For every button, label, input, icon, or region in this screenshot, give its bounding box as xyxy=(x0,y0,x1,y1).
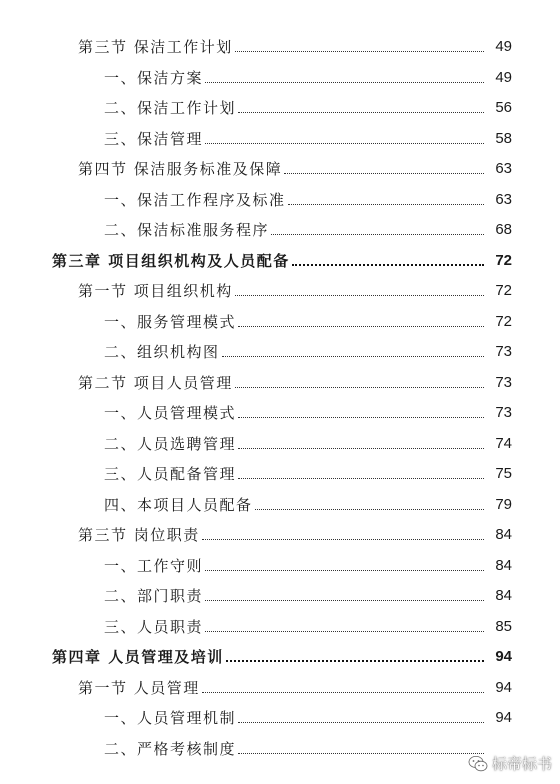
toc-entry-item[interactable] xyxy=(0,185,560,209)
toc-entry-item[interactable] xyxy=(0,459,560,483)
toc-entry-page-number: 68 xyxy=(495,221,512,238)
dot-leader xyxy=(205,82,484,83)
toc-entry-label: 第三节 保洁工作计划 xyxy=(78,38,233,56)
toc-entry-section[interactable] xyxy=(0,154,560,178)
toc-entry-section[interactable] xyxy=(0,673,560,697)
toc-entry-page-number: 58 xyxy=(495,129,512,147)
dot-leader xyxy=(238,417,484,418)
toc-entry-label: 二、保洁工作计划 xyxy=(104,99,237,117)
dot-leader xyxy=(205,600,484,601)
toc-entry-item[interactable] xyxy=(0,429,560,453)
watermark xyxy=(468,753,552,774)
toc-entry-label: 一、工作守则 xyxy=(104,556,204,575)
toc-entry-label: 一、保洁方案 xyxy=(104,68,204,87)
toc-entry-page-number: 72 xyxy=(495,251,512,269)
toc-entry-label: 一、人员管理机制 xyxy=(104,709,237,727)
toc-entry-item[interactable] xyxy=(0,63,560,87)
dot-leader xyxy=(238,326,484,327)
toc-entry-label: 第一节 项目组织机构 xyxy=(78,282,233,300)
toc-entry-item[interactable] xyxy=(0,307,560,331)
dot-leader xyxy=(255,509,484,510)
toc-entry-label: 一、人员管理模式 xyxy=(104,404,237,422)
toc-entry-page-number: 84 xyxy=(495,587,512,604)
toc-entry-item[interactable] xyxy=(0,398,560,422)
toc-entry-section[interactable] xyxy=(0,520,560,544)
toc-entry-page-number: 75 xyxy=(495,465,512,482)
toc-entry-item[interactable] xyxy=(0,337,560,361)
toc-entry-page-number: 63 xyxy=(495,190,512,208)
toc-entry-page-number: 49 xyxy=(495,38,512,55)
toc-entry-item[interactable] xyxy=(0,703,560,727)
dot-leader xyxy=(292,264,484,266)
toc-entry-label: 二、人员选聘管理 xyxy=(104,434,237,453)
toc-entry-chapter[interactable] xyxy=(0,642,560,666)
toc-entry-page-number: 63 xyxy=(495,160,512,177)
toc-entry-label: 第三章 项目组织机构及人员配备 xyxy=(52,251,290,270)
dot-leader xyxy=(235,387,484,388)
dot-leader xyxy=(202,539,484,540)
toc-entry-label: 第三节 岗位职责 xyxy=(78,526,200,544)
dot-leader xyxy=(205,570,484,571)
dot-leader xyxy=(235,295,484,296)
toc-entry-item[interactable] xyxy=(0,124,560,148)
toc-entry-label: 二、保洁标准服务程序 xyxy=(104,221,270,239)
toc-entry-page-number: 73 xyxy=(495,373,512,391)
dot-leader xyxy=(238,722,484,723)
toc-entry-page-number: 94 xyxy=(495,709,512,726)
toc-entry-page-number: 85 xyxy=(495,617,512,635)
toc-entry-label: 第四节 保洁服务标准及保障 xyxy=(78,160,283,178)
toc-entry-item[interactable] xyxy=(0,490,560,514)
toc-entry-page-number: 73 xyxy=(495,404,512,421)
dot-leader xyxy=(238,478,484,479)
dot-leader xyxy=(238,112,484,113)
toc-entry-item[interactable] xyxy=(0,551,560,575)
dot-leader xyxy=(222,356,484,357)
toc-entry-label: 三、人员配备管理 xyxy=(104,465,237,483)
toc-entry-section[interactable] xyxy=(0,276,560,300)
dot-leader xyxy=(271,234,484,235)
dot-leader xyxy=(284,173,484,174)
toc-entry-label: 四、本项目人员配备 xyxy=(104,495,253,514)
toc-entry-page-number: 94 xyxy=(495,648,512,665)
toc-entry-page-number: 79 xyxy=(495,495,512,513)
toc-entry-label: 第四章 人员管理及培训 xyxy=(52,648,224,666)
dot-leader xyxy=(205,631,484,632)
toc-entry-page-number: 84 xyxy=(495,556,512,574)
toc-entry-page-number: 73 xyxy=(495,343,512,360)
toc-entry-label: 一、服务管理模式 xyxy=(104,312,237,331)
toc-entry-label: 第二节 项目人员管理 xyxy=(78,373,233,392)
dot-leader xyxy=(235,51,484,52)
toc-entry-label: 一、保洁工作程序及标准 xyxy=(104,190,286,209)
dot-leader xyxy=(238,753,484,754)
toc-entry-label: 三、人员职责 xyxy=(104,617,204,636)
toc-entry-section[interactable] xyxy=(0,32,560,56)
toc-entry-item[interactable] xyxy=(0,612,560,636)
toc-entry-section[interactable] xyxy=(0,368,560,392)
toc-entry-page-number: 72 xyxy=(495,312,512,330)
watermark-text: 标帝标书 xyxy=(491,755,552,773)
toc-entry-page-number: 84 xyxy=(495,526,512,543)
dot-leader xyxy=(226,660,484,662)
dot-leader xyxy=(202,692,484,693)
toc-entry-page-number: 94 xyxy=(495,678,512,696)
toc-entry-page-number: 72 xyxy=(495,282,512,299)
toc-entry-label: 三、保洁管理 xyxy=(104,129,204,148)
toc-entry-item[interactable] xyxy=(0,581,560,605)
toc-entry-item[interactable] xyxy=(0,215,560,239)
dot-leader xyxy=(205,143,484,144)
toc-entry-chapter[interactable] xyxy=(0,246,560,270)
toc-entry-label: 二、部门职责 xyxy=(104,587,204,605)
dot-leader xyxy=(288,204,484,205)
toc-entry-page-number: 74 xyxy=(495,434,512,452)
toc-entry-page-number: 56 xyxy=(495,99,512,116)
dot-leader xyxy=(238,448,484,449)
toc-entry-item[interactable] xyxy=(0,93,560,117)
toc-entry-page-number: 49 xyxy=(495,68,512,86)
wechat-icon xyxy=(468,755,488,773)
toc-entry-label: 二、组织机构图 xyxy=(104,343,220,361)
toc-entry-label: 第一节 人员管理 xyxy=(78,678,200,697)
toc-entry-label: 二、严格考核制度 xyxy=(104,739,237,758)
